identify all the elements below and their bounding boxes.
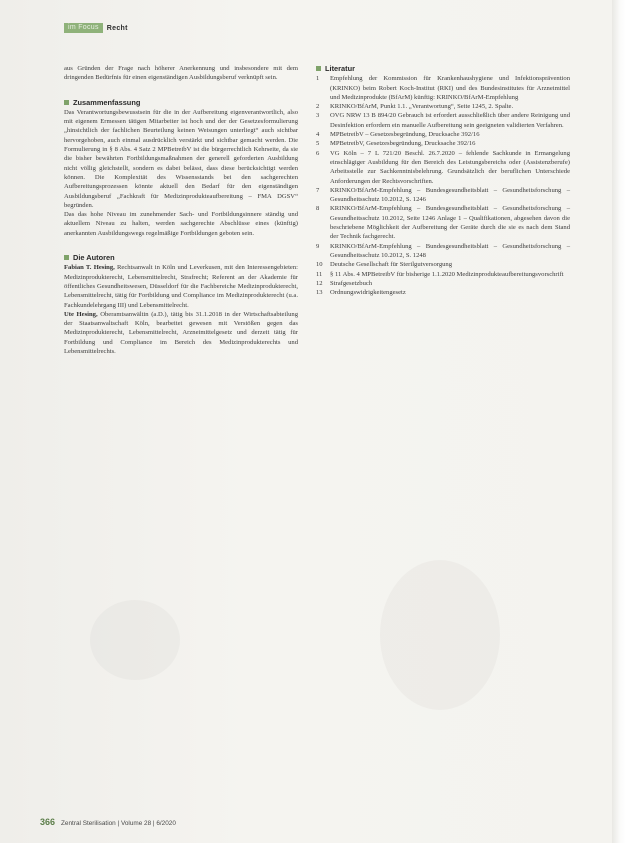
reference-item: 13 Ordnungswidrigkeitengesetz: [316, 289, 406, 297]
summary-paragraph: Das das hohe Niveau im zunehmender Sach- und Fortbildungsinnere ständig und aktuellem Niveau zu halten, werden sachgerechte Abschlüsse eines (künftig) anerkannten Ausbildungswegs regelmäßige Fortbildungen geboten sein.: [64, 211, 298, 237]
reference-item: 10 Deutsche Gesellschaft für Sterilgutversorgung: [316, 261, 453, 269]
author-bio: [64, 263, 298, 309]
running-head-section: im Focus: [64, 23, 103, 33]
paper-stain: [90, 600, 180, 680]
square-bullet-icon: [64, 255, 69, 260]
references-heading-label: Literatur: [325, 64, 355, 73]
left-column: [64, 64, 298, 356]
summary-heading-label: Zusammenfassung: [73, 97, 141, 107]
author-name: Ute Hesing,: [64, 310, 98, 318]
paper-stain: [380, 560, 500, 710]
reference-item: 9 KRINKO/BfArM-Empfehlung – Bundesgesundheitsblatt – Gesundheitsforschung – Gesundheitsschutz 10.2012, S. 1248: [316, 242, 570, 259]
running-head-topic: Recht: [106, 24, 128, 32]
journal-citation: Zentral Sterilisation | Volume 28 | 6/2020: [61, 820, 176, 827]
reference-item: 12 Strafgesetzbuch: [316, 279, 373, 287]
reference-item: 6 VG Köln – 7 L 721/20 Beschl. 26.7.2020 – fehlende Sachkunde in Ermangelung einschlägiger Ausbildung für den Bereich des Leistungsbereichs oder (Assistenzberufe) Arbeitsstelle zur Sachkenntnisbelehrung. Grundsätzlich der beruflichen Unterschiede Anforderungen der Rechtsvorschriften.: [316, 149, 570, 185]
reference-item: 3 OVG NRW 13 B 894/20 Gebrauch ist erfordert ausschließlich über andere Reinigung und Desinfektion erfordern ein manuelle Aufbereitung sein geeigneten validierten Verfahren.: [316, 112, 570, 129]
reference-item: 1 Empfehlung der Kommission für Krankenhaushygiene und Infektionsprävention (KRINKO) beim Robert Koch-Institut (RKI) und des Bundesinstitutes für Arzneimittel und Medizinprodukte (BfArM) künftig: KRINKO/BfArM-Empfehlung: [316, 75, 570, 101]
reference-item: 11 § 11 Abs. 4 MPBetreibV für bisherige 1.1.2020 Medizinprodukteaufbereitungsvorschrift: [316, 270, 564, 278]
reference-item: 2 KRINKO/BfArM, Punkt 1.1. „Verantwortung“, Seite 1245, 2. Spalte.: [316, 103, 514, 111]
reference-item: 5 MPBetreibV, Gesetzesbegründung, Drucksache 392/16: [316, 140, 476, 148]
intro-paragraph: aus Gründen der Frage nach höherer Anerkennung und insbesondere mit dem dringenden Bedürfnis für einen eigenständigen Ausbildungsberuf verknüpft sein.: [64, 65, 298, 82]
author-text: Oberamtsanwältin (a.D.), tätig bis 31.1.2018 in der Wirtschaftsabteilung der Staatsanwaltschaft Köln, bearbeitet gewesen mit Verstößen gegen das Medizinprodukterecht, Lebensmittelrecht, Arzneimittelgesetz und derzeit tätig für Fortbildung und Compliance im Bereich des Medizinprodukterechts und Lebensmittelrechts.: [64, 310, 298, 356]
summary-paragraph: Das Verantwortungsbewusstsein für die in der Aufbereitung eigenverantwortlich, also mit eigenem Ermessen tätigen Mitarbeiter ist hoch und der der Gesetzesformulierung „hinsichtlich der fachlichen Beurteilung keinen Weisungen unterliegt“ auch sichtbar hervorgehoben, auch einmal ausdrücklich verstärkt und sichtbar gemacht werden. Die Formulierung in § 8 Abs. 4 Satz 2 MPBetreibV ist die bürgerrechtlich Kehrseite, da sie die bisher bewährten Fortbildungsmaßnahmen der generell geforderten Ausbildung nicht völlig gleichstellt, sondern es dabei belässt, dass diese berücksichtigt werden können. Die Komplexität des Wissensstands bei den sachgerechten Aufbereitungsprozessen könnte aktuell den Bedarf für den eigenständigen Ausbildungsberuf „Fachkraft für Medizinprodukteaufbereitung – FMA DGSV“ begründen.: [64, 108, 298, 209]
author-bio: [64, 310, 298, 356]
square-bullet-icon: [64, 100, 69, 105]
reference-item: 8 KRINKO/BfArM-Empfehlung – Bundesgesundheitsblatt – Gesundheitsforschung – Gesundheitsschutz 10.2012, Seite 1246 Anlage 1 – Qualifikationen, abgesehen davon die beschriebene Möglichkeit der Aufbereitung der Geräte durch die sie es nach dem Stand der Technik fachgerecht.: [316, 205, 570, 241]
page-footer: [40, 817, 176, 827]
summary-heading: [64, 98, 298, 107]
running-head: [64, 23, 128, 33]
author-text: Rechtsanwalt in Köln und Leverkusen, mit den Interessengebieten: Medizinprodukterecht, Lebensmittelrecht, Strafrecht; Referent an der Akademie für öffentliches Gesundheitswesen, Düsseldorf für die Fachbereiche Medizinprodukterecht, Lebensmittelrecht, tätig für Fortbildung und Compliance im Medizinprodukterecht (u.a. Fachkundelehrgang III) und Lebensmittelrecht.: [64, 264, 298, 309]
square-bullet-icon: [316, 66, 321, 71]
reference-item: 7 KRINKO/BfArM-Empfehlung – Bundesgesundheitsblatt – Gesundheitsforschung – Gesundheitsschutz 10.2012, S. 1246: [316, 186, 570, 204]
authors-heading: [64, 253, 298, 262]
right-column: [316, 64, 570, 297]
reference-item: 4 MPBetreibV – Gesetzesbegründung, Drucksache 392/16: [316, 131, 480, 139]
page-edge: [612, 0, 626, 843]
page-number: 366: [40, 817, 56, 827]
author-name: Fabian T. Hesing,: [64, 264, 115, 272]
reference-list: [316, 74, 570, 297]
references-heading: [316, 64, 570, 73]
authors-heading-label: Die Autoren: [73, 253, 115, 263]
